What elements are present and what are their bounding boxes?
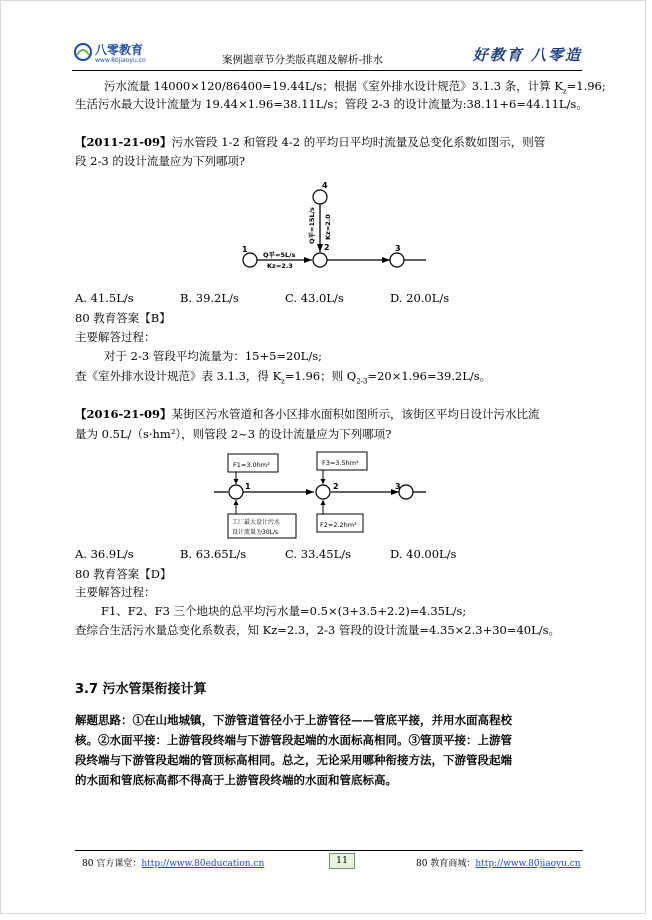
- q1-step-1: 对于 2-3 管段平均流量为：15+5=20L/s;: [104, 349, 322, 363]
- section-line-3: 段终端与下游管段起端的管顶标高相同。总之，无论采用哪种衔接方法，下游管段起端: [75, 753, 512, 767]
- q1-option-d: D. 20.0L/s: [390, 291, 450, 305]
- q1-label-q42: Q平=15L/s: [308, 207, 316, 244]
- footer-right: 80 教育商城：http://www.80jiaoyu.cn: [416, 859, 581, 869]
- q1-pipe-diagram: [230, 178, 430, 278]
- q2-node-1: [229, 485, 243, 499]
- q2-step-2: 查综合生活污水量总变化系数表，知 Kz=2.3，2-3 管段的设计流量=4.35×2.3+30=40L/s。: [75, 623, 561, 637]
- q2-option-c: C. 33.45L/s: [285, 547, 352, 561]
- q1-node-4-label: 4: [322, 181, 328, 190]
- footer-divider: [75, 850, 583, 851]
- footer-left: 80 官方课堂：http://www.80education.cn: [82, 859, 265, 869]
- q1-step-2: 查《室外排水设计规范》表 3.1.3，得 $K_z=1.96$；则 $Q_{2-3}=20\times 1.96=39.2L/s$。: [75, 369, 492, 386]
- q2-option-d: D. 40.00L/s: [390, 547, 457, 561]
- q1-option-b: B. 39.2L/s: [180, 291, 239, 305]
- q2-node-2: [316, 485, 330, 499]
- section-line-4: 的水面和管底标高都不得高于上游管段终端的水面和管底标高。: [75, 773, 397, 787]
- q1-node-1: [243, 253, 257, 267]
- q1-node-1-label: 1: [242, 245, 248, 254]
- q1-stem-line-2: 段 2-3 的设计流量应为下列哪项?: [75, 154, 245, 168]
- logo-mark-icon: [74, 43, 92, 61]
- q1-option-a: A. 41.5L/s: [75, 291, 134, 305]
- section-line-1: 解题思路：①在山地城镇，下游管道管径小于上游管径——管底平接，并用水面高程校: [75, 713, 512, 727]
- q1-node-3: [390, 253, 404, 267]
- intro-line-1: 污水流量 14000×120/86400=19.44L/s；根据《室外排水设计规范》3.1.3 条，计算 $K_z=1.96$;: [104, 79, 606, 96]
- header-slogan: 好教育 八零造: [472, 46, 582, 64]
- q2-area-f3: F3=3.5hm²: [322, 459, 359, 467]
- logo: [74, 40, 164, 68]
- q2-node-1-label: 1: [245, 482, 251, 491]
- q2-factory-line-2: 设计流量为30L/s: [232, 529, 279, 536]
- section-line-2: 核。②水面平接：上游管段终端与下游管段起端的水面标高相同。③管顶平接：上游管: [75, 733, 512, 747]
- q2-option-b: B. 63.65L/s: [180, 547, 247, 561]
- q2-process-title: 主要解答过程：: [75, 585, 156, 599]
- q1-label-q12: Q平=5L/s: [263, 251, 296, 259]
- q2-answer: 80 教育答案【D】: [75, 567, 172, 581]
- q2-node-3: [399, 485, 413, 499]
- q1-answer: 80 教育答案【B】: [75, 311, 171, 325]
- q2-step-1: F1、F2、F3 三个地块的总平均污水量=0.5×(3+3.5+2.2)=4.35L/s;: [101, 604, 467, 618]
- q1-node-3-label: 3: [395, 244, 401, 253]
- q1-tag: 【2011-21-09】: [75, 135, 172, 149]
- q2-tag: 【2016-21-09】: [75, 407, 172, 421]
- q2-factory-line-1: 工厂最大设计污水: [232, 519, 281, 526]
- q2-pipe-diagram: [214, 446, 434, 546]
- q2-option-a: A. 36.9L/s: [75, 547, 134, 561]
- q2-area-f1: F1=3.0hm²: [233, 461, 270, 469]
- logo-name: 八零教育: [95, 43, 144, 57]
- page-header: [72, 40, 582, 71]
- page-number: 11: [329, 853, 355, 869]
- q1-label-k12: Kz=2.3: [267, 262, 293, 270]
- footer-right-link[interactable]: http://www.80jiaoyu.cn: [475, 859, 581, 869]
- q1-label-k42: Kz=2.0: [324, 214, 332, 240]
- q2-stem-line-2: 量为 0.5L/（s·hm²），则管段 2~3 的设计流量应为下列哪项?: [75, 427, 392, 441]
- q1-option-c: C. 43.0L/s: [285, 291, 344, 305]
- q2-area-f2: F2=2.2hm²: [320, 521, 357, 529]
- q2-stem-line-1: 【2016-21-09】某街区污水管道和各小区排水面积如图所示，该街区平均日设计污水比流: [75, 407, 540, 421]
- q1-process-title: 主要解答过程：: [75, 330, 156, 344]
- q2-node-2-label: 2: [333, 482, 339, 491]
- header-title: 案例题章节分类版真题及解析-排水: [222, 54, 384, 66]
- q1-node-4: [313, 190, 327, 204]
- section-title: 3.7 污水管渠衔接计算: [75, 682, 207, 697]
- logo-url: www.80jiaoyu.cn: [95, 57, 146, 64]
- q1-node-2-label: 2: [324, 243, 330, 252]
- q2-node-3-label: 3: [395, 482, 401, 491]
- intro-line-2: 生活污水最大设计流量为 19.44×1.96=38.11L/s；管段 2-3 的设计流量为:38.11+6=44.11L/s。: [75, 97, 588, 111]
- q1-node-2: [313, 253, 327, 267]
- q1-stem-line-1: 【2011-21-09】污水管段 1-2 和管段 4-2 的平均日平均时流量及总变化系数如图示，则管: [75, 135, 546, 149]
- footer-left-link[interactable]: http://www.80education.cn: [141, 859, 265, 869]
